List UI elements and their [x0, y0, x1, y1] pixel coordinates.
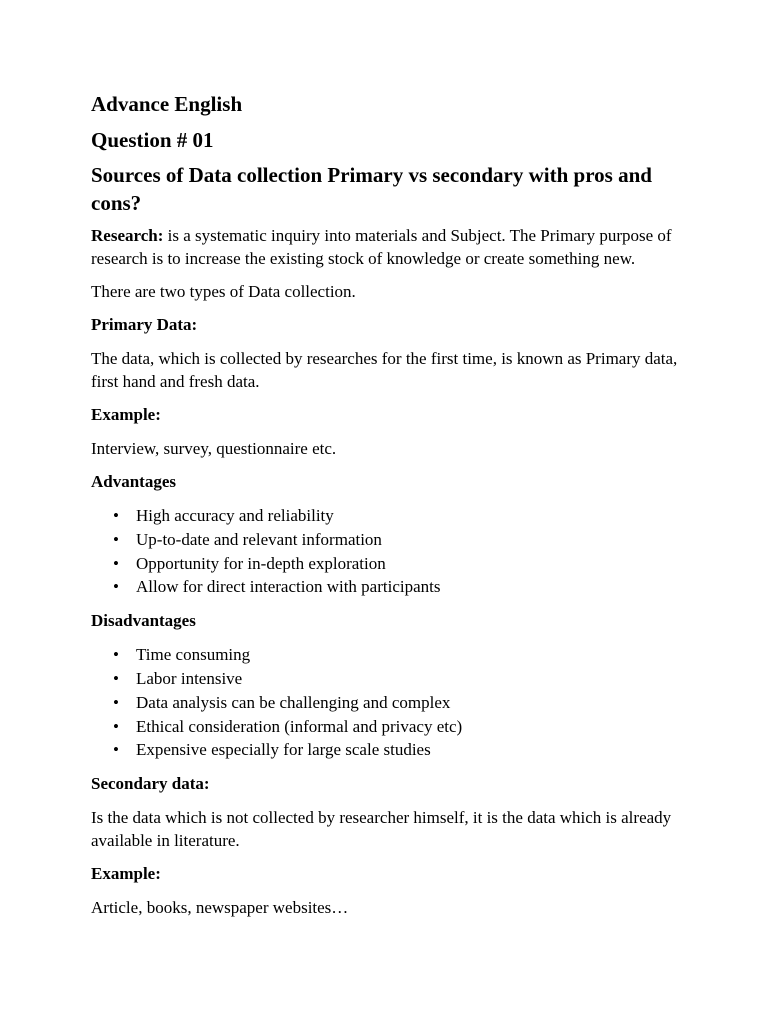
secondary-example-heading: Example: [91, 864, 161, 884]
list-item [91, 528, 681, 552]
primary-data-heading: Primary Data: [91, 315, 198, 334]
primary-data-definition: The data, which is collected by researches for the first time, is known as Primary data, first hand and fresh data. [91, 349, 678, 391]
primary-example-text: Interview, survey, questionnaire etc. [91, 439, 337, 458]
list-item-text: Allow for direct interaction with participants [136, 577, 441, 597]
advantages-heading: Advantages [91, 472, 177, 491]
primary-example-heading: Example: [91, 405, 161, 424]
disadvantages-heading: Disadvantages [91, 611, 196, 631]
research-text: is a systematic inquiry into materials and Subject. The Primary purpose of research is to increase the existing stock of knowledge or create something new. [91, 226, 672, 268]
bullet-icon: • [113, 716, 119, 736]
list-item [91, 504, 681, 528]
secondary-data-definition: Is the data which is not collected by researcher himself, it is the data which is already available in literature. [91, 808, 672, 851]
list-item [91, 715, 681, 739]
disadvantages-list [91, 643, 681, 762]
list-item-text: Time consuming [136, 645, 251, 665]
types-intro: There are two types of Data collection. [91, 282, 356, 301]
list-item [91, 691, 681, 715]
list-item-text: High accuracy and reliability [136, 506, 334, 525]
list-item [91, 575, 681, 599]
bullet-icon: • [113, 692, 119, 712]
secondary-data-heading: Secondary data: [91, 774, 210, 794]
list-item-text: Data analysis can be challenging and complex [136, 692, 451, 712]
research-paragraph [91, 224, 681, 270]
list-item-text: Labor intensive [136, 668, 243, 688]
list-item [91, 667, 681, 691]
list-item-text: Ethical consideration (informal and privacy etc) [136, 716, 463, 736]
bullet-icon: • [113, 645, 119, 665]
list-item-text: Expensive especially for large scale studies [136, 740, 431, 760]
research-label: Research: [91, 226, 164, 245]
bullet-icon: • [113, 553, 119, 573]
advantages-list [91, 504, 681, 599]
secondary-example-text: Article, books, newspaper websites… [91, 898, 349, 918]
list-item [91, 643, 681, 667]
course-title: Advance English [91, 92, 243, 116]
bullet-icon: • [113, 740, 119, 760]
list-item-text: Up-to-date and relevant information [136, 529, 382, 549]
list-item-text: Opportunity for in-depth exploration [136, 553, 386, 573]
question-text: Sources of Data collection Primary vs secondary with pros and cons? [91, 163, 652, 215]
bullet-icon: • [113, 529, 119, 549]
bullet-icon: • [113, 577, 119, 597]
bullet-icon: • [113, 668, 119, 688]
document-page [91, 90, 681, 929]
list-item [91, 552, 681, 576]
list-item [91, 738, 681, 762]
bullet-icon: • [113, 506, 119, 525]
question-number: Question # 01 [91, 128, 214, 152]
